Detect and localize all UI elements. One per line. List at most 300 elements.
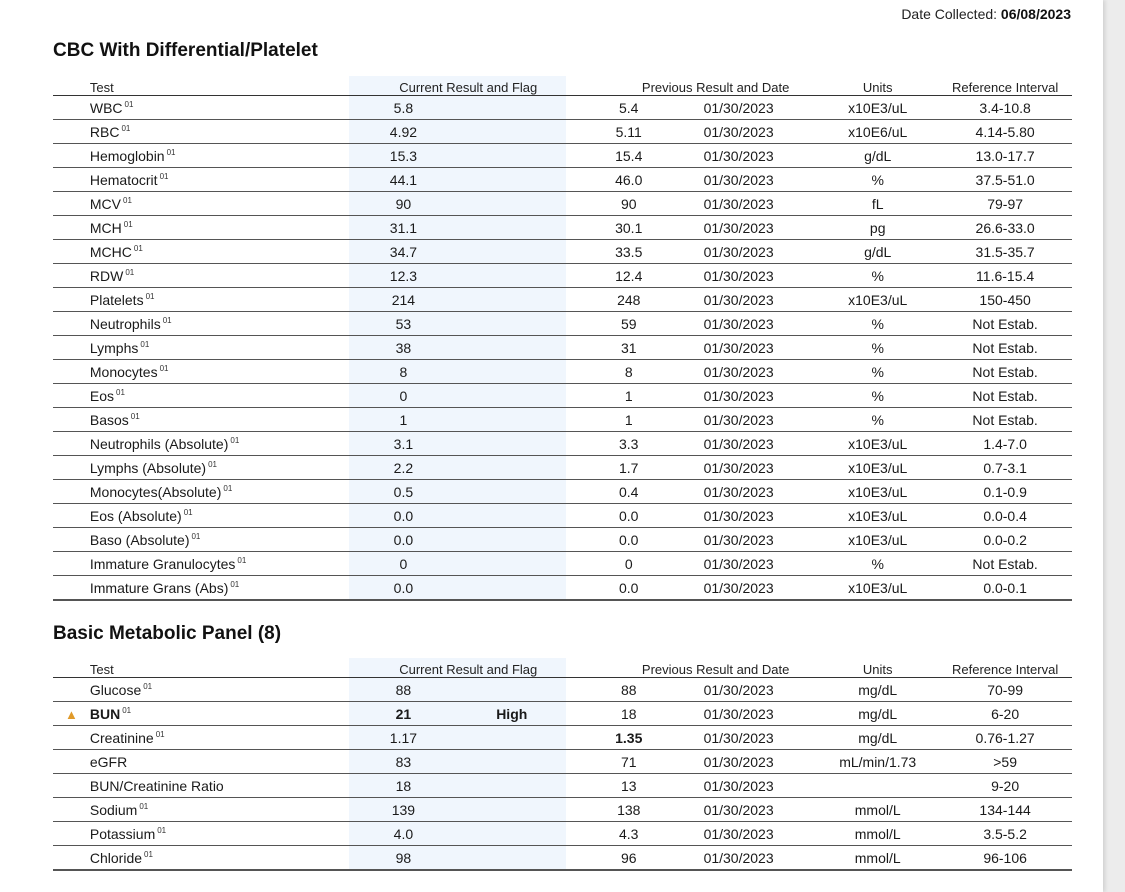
reference-interval: 0.0-0.1 — [938, 576, 1072, 601]
flag-icon-cell — [53, 168, 90, 192]
result-flag — [458, 360, 566, 384]
flag-icon-cell — [53, 384, 90, 408]
current-result: 4.0 — [349, 822, 457, 846]
previous-result: 5.4 — [566, 96, 692, 120]
table-header-row — [53, 76, 1072, 96]
table-row — [53, 726, 1072, 750]
previous-result: 0.0 — [566, 576, 692, 601]
test-name-cell — [90, 120, 349, 144]
previous-date: 01/30/2023 — [692, 576, 818, 601]
result-flag — [458, 456, 566, 480]
lab-code-superscript: 01 — [162, 315, 172, 325]
test-name-cell — [90, 504, 349, 528]
table-row — [53, 144, 1072, 168]
header-units: Units — [817, 658, 938, 678]
flag-icon-cell — [53, 846, 90, 871]
reference-interval: 134-144 — [938, 798, 1072, 822]
test-name-cell — [90, 576, 349, 601]
current-result: 0.0 — [349, 576, 457, 601]
previous-result: 0.4 — [566, 480, 692, 504]
reference-interval: 9-20 — [938, 774, 1072, 798]
current-result: 44.1 — [349, 168, 457, 192]
previous-date: 01/30/2023 — [692, 144, 818, 168]
units: x10E3/uL — [817, 288, 938, 312]
test-name: Eos (Absolute) — [89, 507, 182, 524]
current-result: 12.3 — [349, 264, 457, 288]
cbc-table-body — [53, 96, 1072, 601]
test-name-cell — [90, 96, 349, 120]
lab-code-superscript: 01 — [144, 849, 153, 859]
result-flag — [458, 288, 566, 312]
current-result: 0.0 — [349, 504, 457, 528]
flag-icon-cell — [53, 822, 90, 846]
previous-result: 12.4 — [566, 264, 692, 288]
test-name: Lymphs (Absolute) — [89, 459, 207, 476]
test-name-cell — [90, 528, 349, 552]
units: pg — [817, 216, 938, 240]
result-flag — [458, 432, 566, 456]
lab-code-superscript: 01 — [223, 483, 233, 493]
previous-date: 01/30/2023 — [692, 552, 818, 576]
previous-date: 01/30/2023 — [692, 384, 818, 408]
previous-result: 96 — [566, 846, 692, 871]
header-flag-icon-col — [53, 658, 90, 678]
flag-icon-cell — [53, 678, 90, 702]
result-flag — [458, 576, 566, 601]
lab-code-superscript: 01 — [124, 99, 134, 109]
current-result: 4.92 — [349, 120, 457, 144]
previous-result: 1.35 — [566, 726, 692, 750]
lab-code-superscript: 01 — [121, 123, 131, 133]
units — [817, 774, 938, 798]
table-row — [53, 120, 1072, 144]
flag-icon-cell — [53, 798, 90, 822]
test-name-cell — [90, 336, 349, 360]
reference-interval: Not Estab. — [938, 336, 1072, 360]
test-name-cell — [90, 726, 349, 750]
result-flag — [458, 480, 566, 504]
test-name-cell — [90, 240, 349, 264]
reference-interval: 3.5-5.2 — [938, 822, 1072, 846]
section-title-bmp: Basic Metabolic Panel (8) — [53, 623, 282, 644]
result-flag — [458, 822, 566, 846]
units: x10E3/uL — [817, 528, 938, 552]
result-flag — [458, 384, 566, 408]
section-title-cbc: CBC With Differential/Platelet — [53, 40, 318, 61]
header-current-result: Current Result and Flag — [349, 76, 566, 96]
header-flag-icon-col — [53, 76, 90, 96]
test-name-cell — [90, 678, 349, 702]
previous-date: 01/30/2023 — [692, 408, 818, 432]
result-flag — [458, 798, 566, 822]
units: % — [817, 336, 938, 360]
reference-interval: 13.0-17.7 — [938, 144, 1072, 168]
reference-interval: 0.0-0.4 — [938, 504, 1072, 528]
table-row — [53, 576, 1072, 601]
test-name: RDW — [89, 267, 124, 284]
header-units: Units — [817, 76, 938, 96]
table-row — [53, 408, 1072, 432]
test-name-cell — [90, 798, 349, 822]
previous-date: 01/30/2023 — [692, 846, 818, 871]
test-name: Neutrophils (Absolute) — [89, 435, 229, 452]
reference-interval: >59 — [938, 750, 1072, 774]
table-row — [53, 336, 1072, 360]
current-result: 8 — [349, 360, 457, 384]
units: g/dL — [817, 240, 938, 264]
table-row — [53, 288, 1072, 312]
units: g/dL — [817, 144, 938, 168]
reference-interval: 0.7-3.1 — [938, 456, 1072, 480]
test-name: Sodium — [89, 801, 138, 818]
units: % — [817, 264, 938, 288]
previous-date: 01/30/2023 — [692, 798, 818, 822]
test-name: WBC — [89, 99, 123, 116]
test-name: Baso (Absolute) — [89, 531, 190, 548]
units: mg/dL — [817, 702, 938, 726]
previous-result: 248 — [566, 288, 692, 312]
flag-icon-cell — [53, 702, 90, 726]
flag-icon-cell — [53, 288, 90, 312]
units: x10E3/uL — [817, 480, 938, 504]
flag-icon-cell — [53, 336, 90, 360]
current-result: 15.3 — [349, 144, 457, 168]
result-flag — [458, 726, 566, 750]
previous-date: 01/30/2023 — [692, 336, 818, 360]
previous-date: 01/30/2023 — [692, 288, 818, 312]
reference-interval: 37.5-51.0 — [938, 168, 1072, 192]
test-name-cell — [90, 216, 349, 240]
table-row — [53, 168, 1072, 192]
previous-date: 01/30/2023 — [692, 216, 818, 240]
current-result: 38 — [349, 336, 457, 360]
previous-date: 01/30/2023 — [692, 264, 818, 288]
current-result: 21 — [349, 702, 457, 726]
table-row — [53, 702, 1072, 726]
previous-date: 01/30/2023 — [692, 168, 818, 192]
reference-interval: 0.76-1.27 — [938, 726, 1072, 750]
current-result: 31.1 — [349, 216, 457, 240]
previous-date: 01/30/2023 — [692, 240, 818, 264]
previous-date: 01/30/2023 — [692, 120, 818, 144]
reference-interval: 0.0-0.2 — [938, 528, 1072, 552]
table-row — [53, 750, 1072, 774]
warning-triangle-icon: ▲ — [65, 706, 78, 722]
result-flag — [458, 192, 566, 216]
test-name: Neutrophils — [89, 315, 161, 332]
test-name: Immature Granulocytes — [89, 555, 236, 572]
units: x10E6/uL — [817, 120, 938, 144]
test-name: Eos — [89, 387, 114, 404]
reference-interval: 6-20 — [938, 702, 1072, 726]
lab-code-superscript: 01 — [140, 339, 150, 349]
units: % — [817, 552, 938, 576]
current-result: 214 — [349, 288, 457, 312]
test-name-cell — [90, 264, 349, 288]
current-result: 5.8 — [349, 96, 457, 120]
test-name-cell — [90, 432, 349, 456]
table-row — [53, 264, 1072, 288]
test-name-cell — [90, 552, 349, 576]
lab-code-superscript: 01 — [230, 579, 240, 589]
result-flag — [458, 144, 566, 168]
units: x10E3/uL — [817, 576, 938, 601]
table-row — [53, 240, 1072, 264]
previous-result: 88 — [566, 678, 692, 702]
flag-icon-cell — [53, 504, 90, 528]
table-row — [53, 312, 1072, 336]
current-result: 3.1 — [349, 432, 457, 456]
lab-code-superscript: 01 — [145, 291, 155, 301]
reference-interval: 96-106 — [938, 846, 1072, 871]
test-name-cell — [90, 288, 349, 312]
test-name-cell — [90, 822, 349, 846]
previous-date: 01/30/2023 — [692, 360, 818, 384]
result-flag — [458, 312, 566, 336]
test-name: Basos — [89, 411, 129, 428]
test-name: BUN/Creatinine Ratio — [89, 777, 224, 794]
reference-interval: 150-450 — [938, 288, 1072, 312]
test-name: Hematocrit — [89, 171, 158, 188]
lab-code-superscript: 01 — [143, 681, 153, 691]
lab-code-superscript: 01 — [116, 387, 125, 397]
table-row — [53, 456, 1072, 480]
lab-code-superscript: 01 — [159, 171, 169, 181]
previous-date: 01/30/2023 — [692, 480, 818, 504]
reference-interval: Not Estab. — [938, 408, 1072, 432]
flag-icon-cell — [53, 456, 90, 480]
previous-result: 31 — [566, 336, 692, 360]
flag-icon-cell — [53, 96, 90, 120]
lab-code-superscript: 01 — [230, 435, 240, 445]
reference-interval: 11.6-15.4 — [938, 264, 1072, 288]
previous-result: 0.0 — [566, 528, 692, 552]
test-name: eGFR — [89, 753, 128, 770]
current-result: 0.0 — [349, 528, 457, 552]
previous-date: 01/30/2023 — [692, 678, 818, 702]
previous-result: 8 — [566, 360, 692, 384]
test-name-cell — [90, 384, 349, 408]
date-collected-value: 06/08/2023 — [1000, 6, 1071, 22]
units: x10E3/uL — [817, 504, 938, 528]
units: mg/dL — [817, 678, 938, 702]
lab-code-superscript: 01 — [123, 195, 132, 205]
reference-interval: Not Estab. — [938, 312, 1072, 336]
flag-icon-cell — [53, 360, 90, 384]
test-name-cell — [90, 408, 349, 432]
test-name-cell — [90, 480, 349, 504]
current-result: 34.7 — [349, 240, 457, 264]
current-result: 2.2 — [349, 456, 457, 480]
previous-date: 01/30/2023 — [692, 504, 818, 528]
units: mL/min/1.73 — [817, 750, 938, 774]
test-name-cell — [90, 456, 349, 480]
test-name: Platelets — [89, 291, 144, 308]
previous-result: 30.1 — [566, 216, 692, 240]
test-name: Glucose — [89, 681, 142, 698]
result-flag — [458, 408, 566, 432]
flag-icon-cell — [53, 576, 90, 601]
bmp-table — [53, 658, 1072, 871]
flag-icon-cell — [53, 312, 90, 336]
previous-date: 01/30/2023 — [692, 96, 818, 120]
lab-code-superscript: 01 — [237, 555, 247, 565]
table-row — [53, 192, 1072, 216]
result-flag — [458, 240, 566, 264]
units: mmol/L — [817, 846, 938, 871]
previous-result: 90 — [566, 192, 692, 216]
lab-code-superscript: 01 — [122, 705, 132, 715]
lab-code-superscript: 01 — [208, 459, 217, 469]
reference-interval: 79-97 — [938, 192, 1072, 216]
test-name: Monocytes(Absolute) — [89, 483, 222, 500]
previous-result: 4.3 — [566, 822, 692, 846]
table-row — [53, 774, 1072, 798]
flag-icon-cell — [53, 750, 90, 774]
current-result: 83 — [349, 750, 457, 774]
date-collected-label: Date Collected: — [901, 6, 998, 22]
test-name: Potassium — [89, 825, 156, 842]
test-name-cell — [90, 168, 349, 192]
test-name-cell — [90, 702, 349, 726]
previous-date: 01/30/2023 — [692, 528, 818, 552]
current-result: 88 — [349, 678, 457, 702]
units: mg/dL — [817, 726, 938, 750]
previous-result: 5.11 — [566, 120, 692, 144]
previous-result: 138 — [566, 798, 692, 822]
test-name: Hemoglobin — [89, 147, 165, 164]
test-name-cell — [90, 846, 349, 871]
lab-code-superscript: 01 — [166, 147, 176, 157]
table-row — [53, 480, 1072, 504]
test-name-cell — [90, 360, 349, 384]
flag-icon-cell — [53, 552, 90, 576]
current-result: 90 — [349, 192, 457, 216]
previous-result: 0.0 — [566, 504, 692, 528]
current-result: 98 — [349, 846, 457, 871]
current-result: 18 — [349, 774, 457, 798]
lab-code-superscript: 01 — [191, 531, 201, 541]
current-result: 0 — [349, 552, 457, 576]
lab-code-superscript: 01 — [139, 801, 149, 811]
result-flag — [458, 678, 566, 702]
result-flag — [458, 120, 566, 144]
test-name: Immature Grans (Abs) — [89, 579, 229, 596]
units: % — [817, 312, 938, 336]
header-test: Test — [90, 658, 349, 678]
previous-result: 1.7 — [566, 456, 692, 480]
flag-icon-cell — [53, 774, 90, 798]
table-row — [53, 822, 1072, 846]
test-name-cell — [90, 774, 349, 798]
previous-result: 1 — [566, 384, 692, 408]
test-name-cell — [90, 312, 349, 336]
result-flag: High — [458, 702, 566, 726]
current-result: 1.17 — [349, 726, 457, 750]
current-result: 1 — [349, 408, 457, 432]
test-name: MCH — [89, 219, 122, 236]
reference-interval: 31.5-35.7 — [938, 240, 1072, 264]
header-test: Test — [90, 76, 349, 96]
header-reference: Reference Interval — [938, 76, 1072, 96]
previous-result: 0 — [566, 552, 692, 576]
units: x10E3/uL — [817, 432, 938, 456]
previous-result: 15.4 — [566, 144, 692, 168]
lab-code-superscript: 01 — [159, 363, 169, 373]
previous-date: 01/30/2023 — [692, 750, 818, 774]
previous-date: 01/30/2023 — [692, 702, 818, 726]
previous-result: 1 — [566, 408, 692, 432]
result-flag — [458, 846, 566, 871]
current-result: 0 — [349, 384, 457, 408]
previous-result: 59 — [566, 312, 692, 336]
units: % — [817, 360, 938, 384]
lab-code-superscript: 01 — [125, 267, 135, 277]
units: % — [817, 384, 938, 408]
lab-code-superscript: 01 — [130, 411, 140, 421]
lab-code-superscript: 01 — [133, 243, 143, 253]
reference-interval: Not Estab. — [938, 360, 1072, 384]
table-row — [53, 360, 1072, 384]
table-row — [53, 504, 1072, 528]
previous-date: 01/30/2023 — [692, 822, 818, 846]
current-result: 0.5 — [349, 480, 457, 504]
flag-icon-cell — [53, 408, 90, 432]
previous-result: 71 — [566, 750, 692, 774]
lab-code-superscript: 01 — [123, 219, 133, 229]
table-row — [53, 384, 1072, 408]
reference-interval: 26.6-33.0 — [938, 216, 1072, 240]
lab-code-superscript: 01 — [155, 729, 165, 739]
previous-date: 01/30/2023 — [692, 774, 818, 798]
previous-date: 01/30/2023 — [692, 192, 818, 216]
table-row — [53, 96, 1072, 120]
flag-icon-cell — [53, 144, 90, 168]
test-name: MCV — [89, 195, 121, 212]
test-name: RBC — [89, 123, 120, 140]
reference-interval: Not Estab. — [938, 384, 1072, 408]
table-header-row — [53, 658, 1072, 678]
test-name: Chloride — [89, 849, 143, 866]
test-name-cell — [90, 750, 349, 774]
lab-code-superscript: 01 — [183, 507, 193, 517]
cbc-table — [53, 76, 1072, 601]
previous-result: 13 — [566, 774, 692, 798]
units: mmol/L — [817, 822, 938, 846]
test-name: BUN — [89, 705, 121, 722]
test-name: Monocytes — [89, 363, 158, 380]
header-reference: Reference Interval — [938, 658, 1072, 678]
table-row — [53, 432, 1072, 456]
table-row — [53, 846, 1072, 871]
result-flag — [458, 168, 566, 192]
previous-result: 46.0 — [566, 168, 692, 192]
current-result: 139 — [349, 798, 457, 822]
reference-interval: 1.4-7.0 — [938, 432, 1072, 456]
units: x10E3/uL — [817, 456, 938, 480]
result-flag — [458, 774, 566, 798]
previous-result: 18 — [566, 702, 692, 726]
date-collected — [901, 6, 1071, 22]
flag-icon-cell — [53, 216, 90, 240]
flag-icon-cell — [53, 726, 90, 750]
table-row — [53, 216, 1072, 240]
header-previous-result: Previous Result and Date — [566, 658, 817, 678]
units: % — [817, 168, 938, 192]
reference-interval: 0.1-0.9 — [938, 480, 1072, 504]
result-flag — [458, 264, 566, 288]
result-flag — [458, 750, 566, 774]
